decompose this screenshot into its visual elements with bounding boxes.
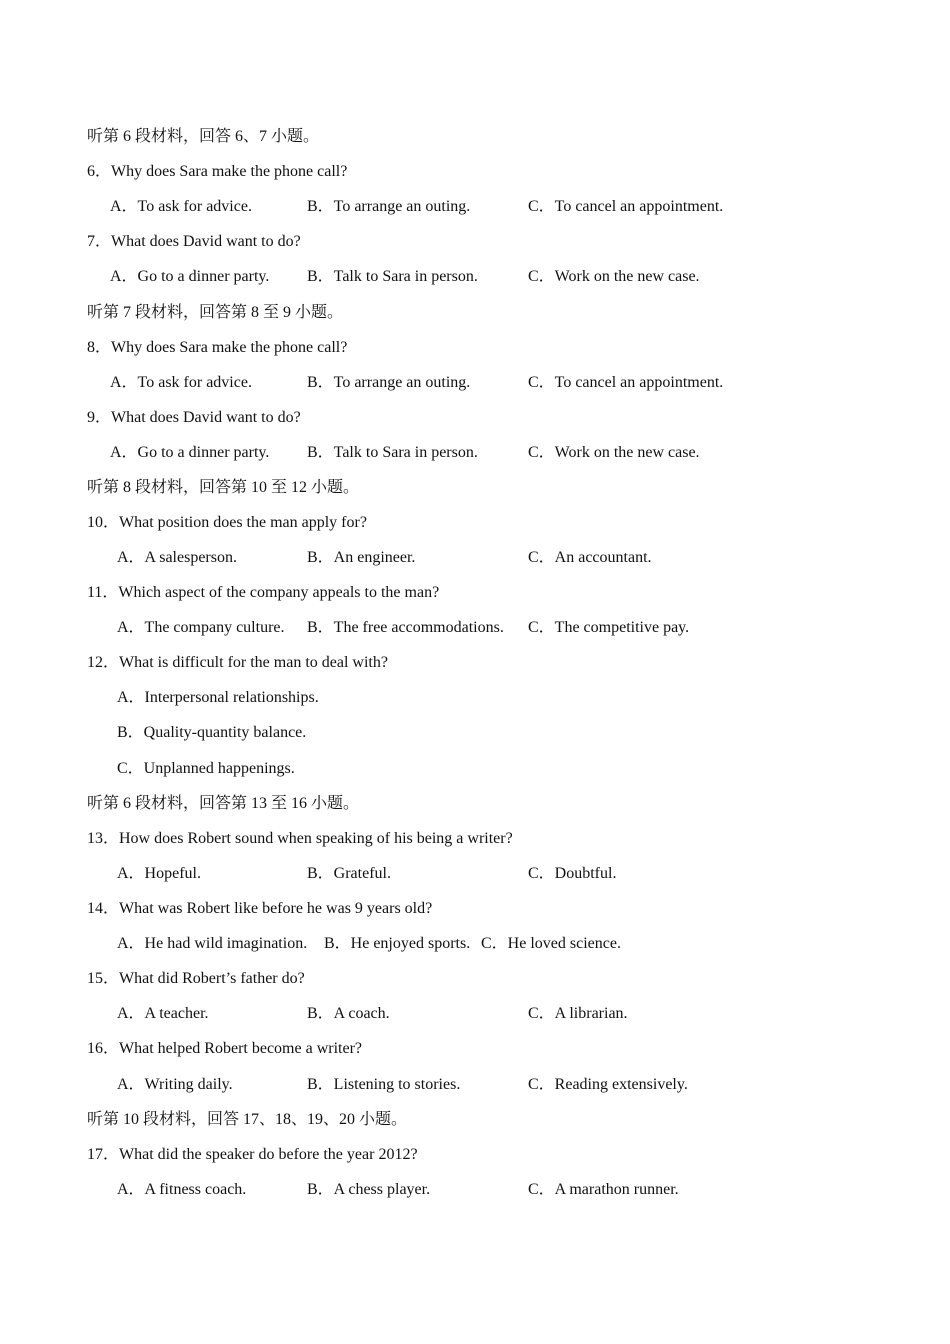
option-c: C．A librarian. xyxy=(528,1005,628,1022)
option-b: B．The free accommodations. xyxy=(307,619,504,636)
option-a: A．Writing daily. xyxy=(117,1076,233,1093)
section-heading: 听第 8 段材料，回答第 10 至 12 小题。 xyxy=(87,479,360,496)
question-stem: 15．What did Robert’s father do? xyxy=(87,970,305,987)
question-stem: 6．Why does Sara make the phone call? xyxy=(87,163,348,180)
option-a: A．He had wild imagination. xyxy=(117,935,308,952)
option-b: B．A coach. xyxy=(307,1005,390,1022)
option-b: B．Quality-quantity balance. xyxy=(117,724,307,741)
option-c: C．The competitive pay. xyxy=(528,619,690,636)
option-a: A．Go to a dinner party. xyxy=(110,444,270,461)
option-c: C．Work on the new case. xyxy=(528,444,700,461)
question-stem: 14．What was Robert like before he was 9 years old? xyxy=(87,900,433,917)
option-b: B．A chess player. xyxy=(307,1181,431,1198)
option-a: A．To ask for advice. xyxy=(110,198,252,215)
option-b: B．Grateful. xyxy=(307,865,391,882)
option-c: C．Reading extensively. xyxy=(528,1076,688,1093)
question-stem: 11．Which aspect of the company appeals to the man? xyxy=(87,584,440,601)
option-a: A．A salesperson. xyxy=(117,549,237,566)
option-c: C．To cancel an appointment. xyxy=(528,198,724,215)
option-c: C．Doubtful. xyxy=(528,865,617,882)
option-c: C．Work on the new case. xyxy=(528,268,700,285)
option-b: B．To arrange an outing. xyxy=(307,374,471,391)
question-stem: 16．What helped Robert become a writer? xyxy=(87,1040,363,1057)
question-stem: 13．How does Robert sound when speaking of his being a writer? xyxy=(87,830,513,847)
question-stem: 10．What position does the man apply for? xyxy=(87,514,367,531)
question-stem: 8．Why does Sara make the phone call? xyxy=(87,339,348,356)
option-b: B．To arrange an outing. xyxy=(307,198,471,215)
question-stem: 7．What does David want to do? xyxy=(87,233,301,250)
option-c: C．Unplanned happenings. xyxy=(117,760,295,777)
section-heading: 听第 7 段材料，回答第 8 至 9 小题。 xyxy=(87,304,344,321)
question-stem: 12．What is difficult for the man to deal with? xyxy=(87,654,388,671)
section-heading: 听第 10 段材料，回答 17、18、19、20 小题。 xyxy=(87,1111,408,1128)
option-a: A．A fitness coach. xyxy=(117,1181,247,1198)
option-b: B．He enjoyed sports. xyxy=(324,935,471,952)
option-a: A．A teacher. xyxy=(117,1005,209,1022)
question-stem: 17．What did the speaker do before the year 2012? xyxy=(87,1146,418,1163)
section-heading: 听第 6 段材料，回答 6、7 小题。 xyxy=(87,128,320,145)
option-b: B．Listening to stories. xyxy=(307,1076,461,1093)
option-a: A．Interpersonal relationships. xyxy=(117,689,319,706)
option-b: B．Talk to Sara in person. xyxy=(307,268,478,285)
option-c: C．He loved science. xyxy=(481,935,621,952)
option-c: C．An accountant. xyxy=(528,549,652,566)
question-stem: 9．What does David want to do? xyxy=(87,409,301,426)
option-a: A．To ask for advice. xyxy=(110,374,252,391)
section-heading: 听第 6 段材料，回答第 13 至 16 小题。 xyxy=(87,795,360,812)
option-a: A．The company culture. xyxy=(117,619,285,636)
option-b: B．Talk to Sara in person. xyxy=(307,444,478,461)
option-b: B．An engineer. xyxy=(307,549,416,566)
option-c: C．To cancel an appointment. xyxy=(528,374,724,391)
option-a: A．Hopeful. xyxy=(117,865,201,882)
option-a: A．Go to a dinner party. xyxy=(110,268,270,285)
option-c: C．A marathon runner. xyxy=(528,1181,679,1198)
